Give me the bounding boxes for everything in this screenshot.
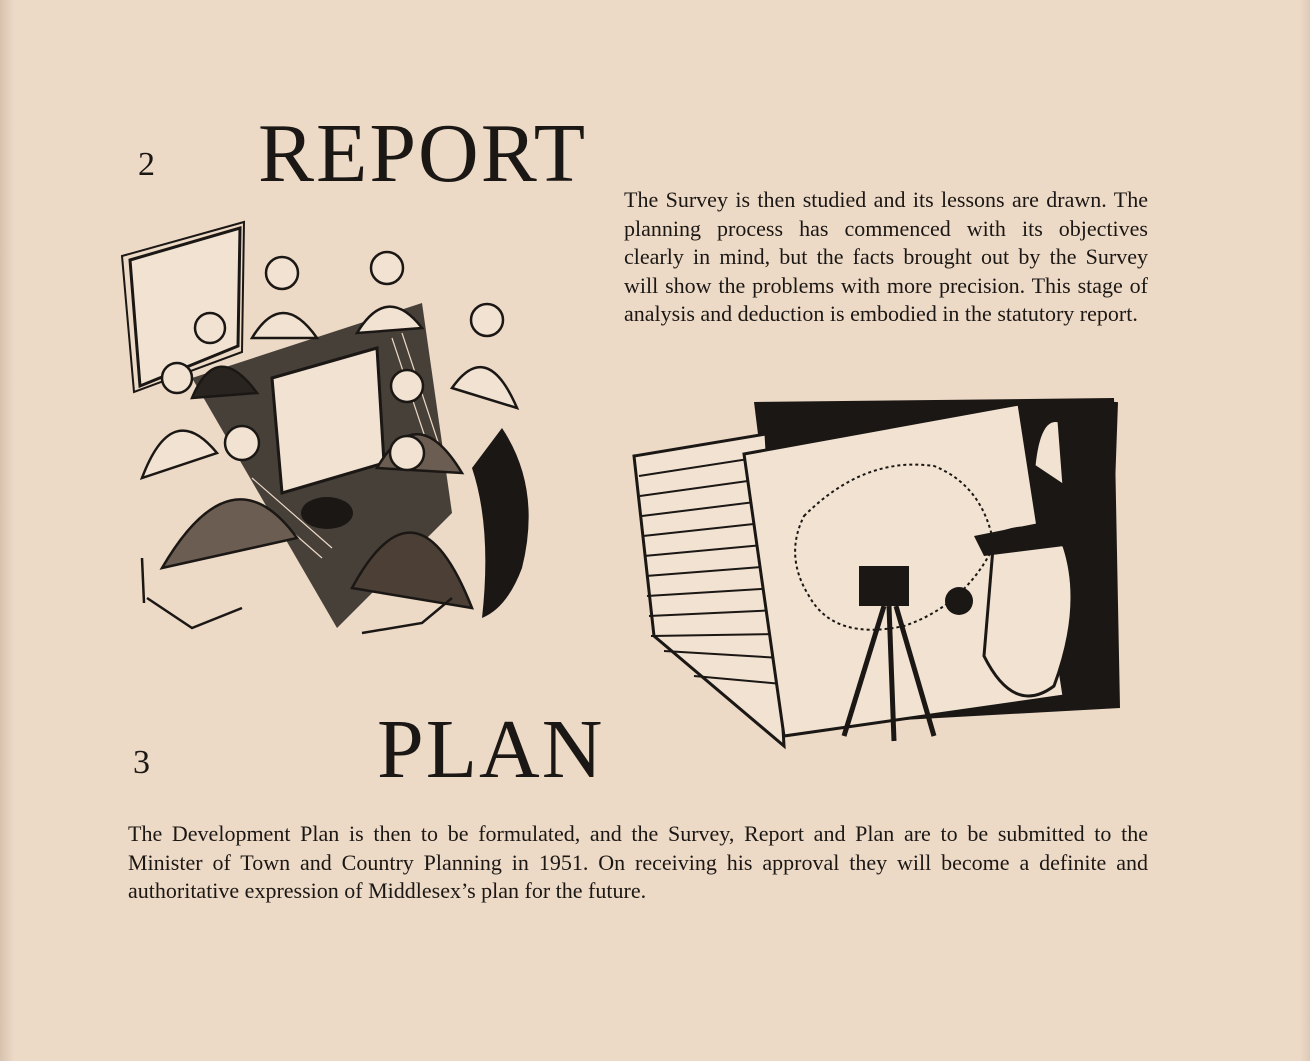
- meeting-illustration: [122, 228, 552, 648]
- section-number-plan: 3: [133, 744, 150, 781]
- heading-report: REPORT: [258, 107, 588, 200]
- report-paragraph: The Survey is then studied and its lessons are drawn. The planning process has commenced with its objectives clearly in mind, but the facts brought out by the Survey will show the problems with more precision. This stage of analysis and deduction is embodied in the statutory report.: [624, 187, 1148, 327]
- section-number-report: 2: [138, 146, 155, 183]
- heading-plan: PLAN: [377, 703, 605, 796]
- surveyor-illustration: [634, 396, 1134, 756]
- plan-paragraph: The Development Plan is then to be formulated, and the Survey, Report and Plan are to be submitted to the Minister of Town and Country Planning in 1951. On receiving his approval they will become a definite and authoritative expression of Middlesex’s plan for the future.: [128, 821, 1148, 904]
